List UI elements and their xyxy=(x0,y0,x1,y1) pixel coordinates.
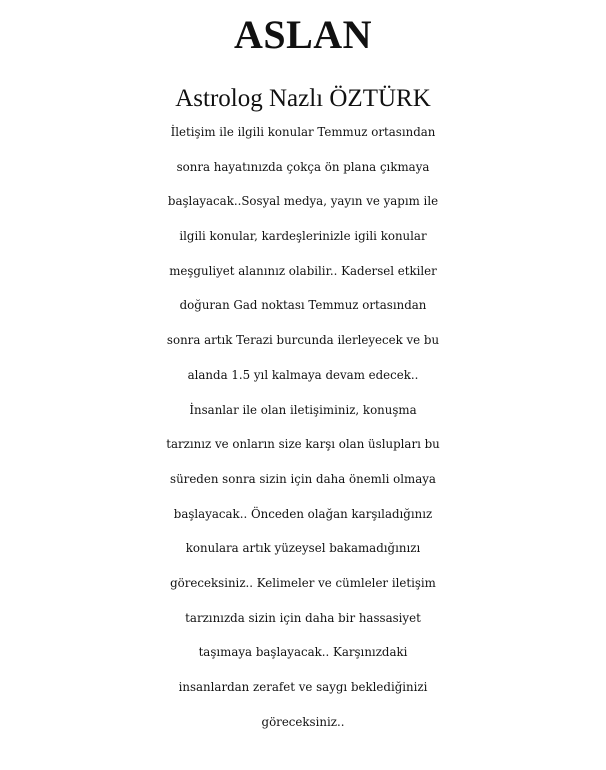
body-line: ilgili konular, kardeşlerinizle igili konular xyxy=(179,229,427,244)
body-line: doğuran Gad noktası Temmuz ortasından xyxy=(179,298,427,313)
body-line: göreceksiniz.. Kelimeler ve cümleler iletişim xyxy=(170,575,436,590)
body-line: konulara artık yüzeysel bakamadığınızı xyxy=(185,541,421,556)
author-line: Astrolog Nazlı ÖZTÜRK xyxy=(175,85,431,112)
body-line: tarzınızda sizin için daha bir hassasiyet xyxy=(185,610,421,625)
body-line: alanda 1.5 yıl kalmaya devam edecek.. xyxy=(187,367,419,382)
body-line: sonra artık Terazi burcunda ilerleyecek ve bu xyxy=(166,333,440,348)
body-line: insanlardan zerafet ve saygı beklediğinizi xyxy=(178,680,428,694)
body-line: göreceksiniz.. xyxy=(261,714,345,729)
body-line: sonra hayatınızda çokça ön plana çıkmaya xyxy=(176,159,430,174)
body-line: başlayacak..Sosyal medya, yayın ve yapım ile xyxy=(167,194,439,209)
body-line: İnsanlar ile olan iletişiminiz, konuşma xyxy=(189,402,417,417)
page-title: ASLAN xyxy=(233,12,373,57)
body-line: tarzınız ve onların size karşı olan üslupları bu xyxy=(166,437,440,452)
body-line: meşguliyet alanınız olabilir.. Kadersel etkiler xyxy=(169,263,437,278)
body-line: süreden sonra sizin için daha önemli olmaya xyxy=(170,471,436,486)
body-line: başlayacak.. Önceden olağan karşıladığınız xyxy=(173,506,433,521)
body-line: İletişim ile ilgili konular Temmuz ortasından xyxy=(170,125,436,139)
body-text xyxy=(0,115,606,739)
body-line: taşımaya başlayacak.. Karşınızdaki xyxy=(198,645,408,660)
